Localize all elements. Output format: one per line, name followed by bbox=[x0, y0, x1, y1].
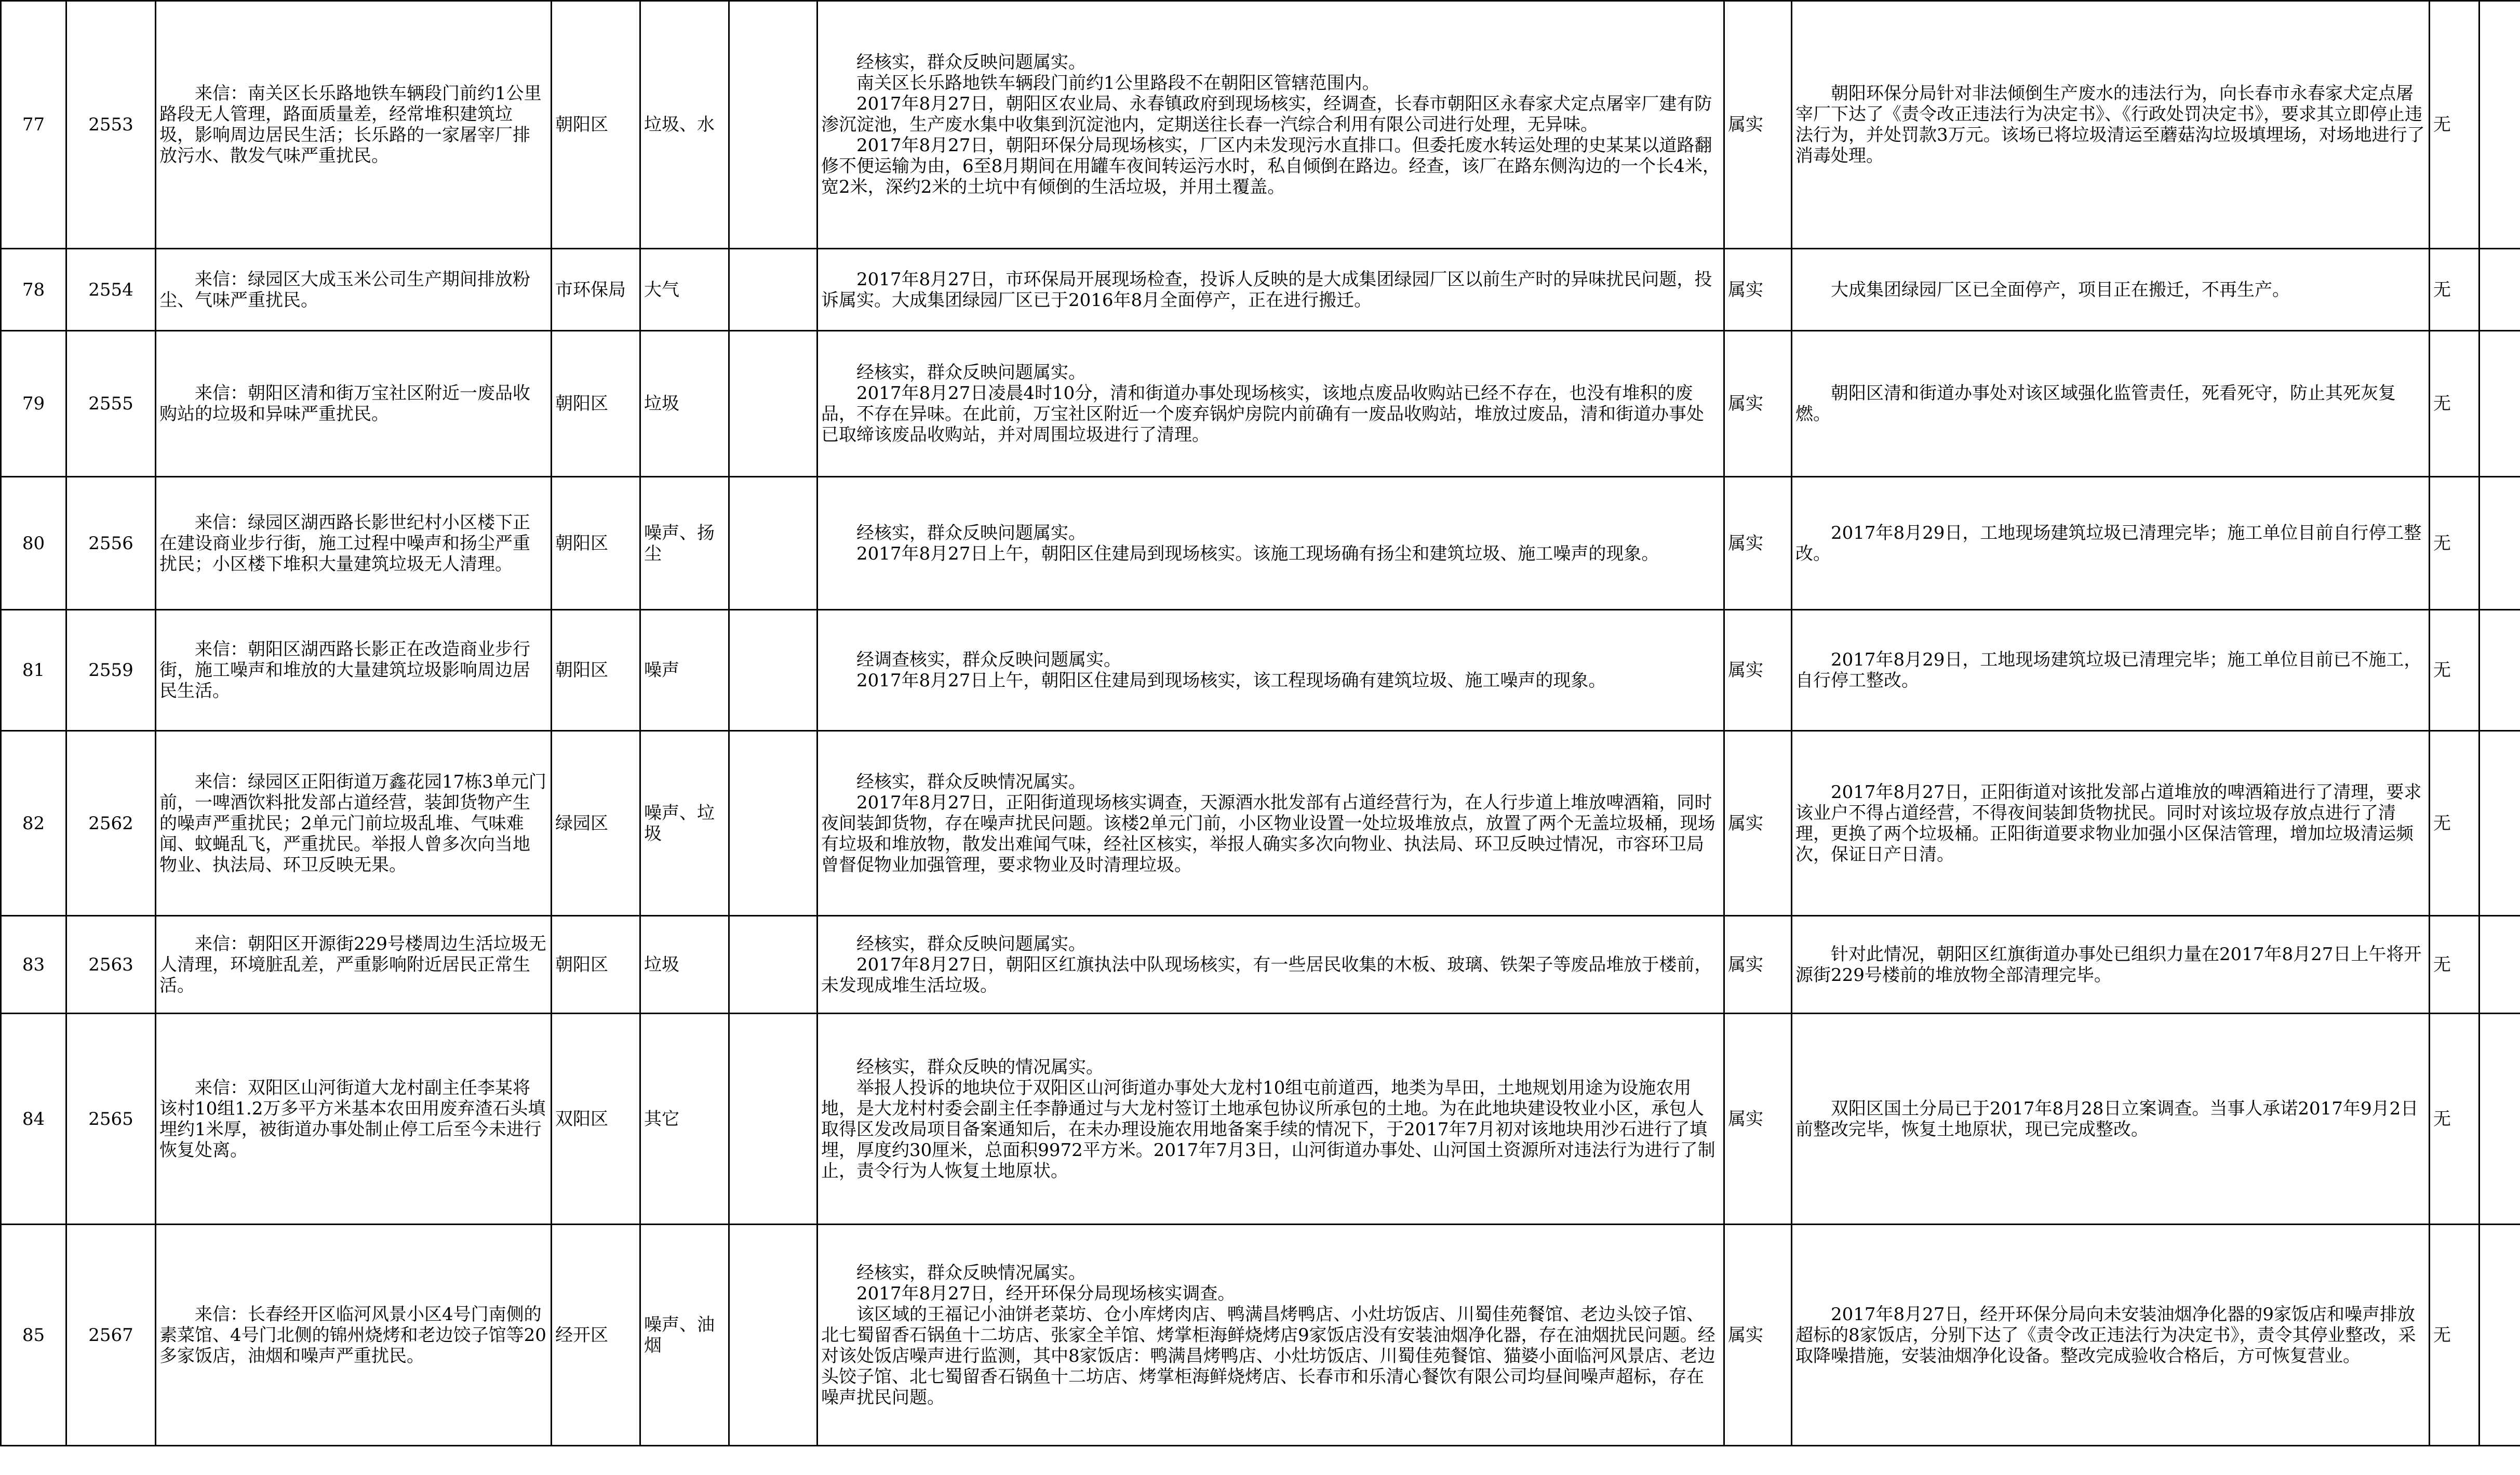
category-cell: 垃圾 bbox=[640, 916, 729, 1014]
finding-paragraph: 该区域的王福记小油饼老菜坊、仓小库烤肉店、鸭满昌烤鸭店、小灶坊饭店、川蜀佳苑餐馆、老边头饺子馆、北七蜀留香石锅鱼十二坊店、张家全羊馆、烤掌柜海鲜烧烤店9家饭店没有安装油烟净化器，存在油烟扰民问题。经对该处饭店噪声进行监测，其中8家饭店：鸭满昌烤鸭店、小灶坊饭店、川蜀佳苑餐馆、猫婆小面临河风景店、老边头饺子馆、北七蜀留香石锅鱼十二坊店、烤掌柜海鲜烧烤店、长春市和乐清心餐饮有限公司均昼间噪声超标，存在噪声扰民问题。 bbox=[821, 1304, 1715, 1408]
complaint-id-cell: 2553 bbox=[66, 1, 156, 249]
handling-cell bbox=[1792, 1014, 2430, 1225]
finding-paragraph: 经调查核实，群众反映问题属实。 bbox=[856, 649, 1121, 670]
accountability-cell: 无 bbox=[2430, 477, 2479, 610]
blank-cell bbox=[729, 731, 817, 916]
findings-cell bbox=[817, 1014, 1724, 1225]
category-cell: 噪声、垃圾 bbox=[640, 731, 729, 916]
complaint-id-cell: 2554 bbox=[66, 249, 156, 331]
verdict-cell: 属实 bbox=[1724, 249, 1792, 331]
table-row bbox=[1, 916, 2520, 1014]
verdict-cell: 属实 bbox=[1724, 1, 1792, 249]
remark-cell bbox=[2479, 610, 2520, 731]
row-index-cell: 84 bbox=[1, 1014, 66, 1225]
accountability-cell: 无 bbox=[2430, 1225, 2479, 1446]
row-index-cell: 79 bbox=[1, 331, 66, 477]
category-cell: 噪声 bbox=[640, 610, 729, 731]
finding-paragraph: 2017年8月27日，市环保局开展现场检查，投诉人反映的是大成集团绿园厂区以前生产时的异味扰民问题，投诉属实。大成集团绿园厂区已于2016年8月全面停产，正在进行搬迁。 bbox=[821, 269, 1712, 311]
complaint-content-cell bbox=[156, 1014, 552, 1225]
category-cell: 其它 bbox=[640, 1014, 729, 1225]
accountability-cell: 无 bbox=[2430, 249, 2479, 331]
handling-cell bbox=[1792, 1, 2430, 249]
complaint-text: 来信：绿园区正阳街道万鑫花园17栋3单元门前，一啤酒饮料批发部占道经营，装卸货物产生的噪声严重扰民；2单元门前垃圾乱堆、气味难闻、蚊蝇乱飞，严重扰民。举报人曾多次向当地物业、执法局、环卫反映无果。 bbox=[159, 771, 546, 875]
complaint-content-cell bbox=[156, 477, 552, 610]
table-row bbox=[1, 1225, 2520, 1446]
complaint-text: 来信：绿园区湖西路长影世纪村小区楼下正在建设商业步行街，施工过程中噪声和扬尘严重扰民；小区楼下堆积大量建筑垃圾无人清理。 bbox=[159, 512, 530, 575]
findings-cell bbox=[817, 610, 1724, 731]
finding-paragraph: 经核实，群众反映问题属实。 bbox=[856, 52, 1086, 73]
complaint-id-cell: 2563 bbox=[66, 916, 156, 1014]
district-cell: 双阳区 bbox=[552, 1014, 640, 1225]
remark-cell bbox=[2479, 331, 2520, 477]
district-cell: 绿园区 bbox=[552, 731, 640, 916]
findings-cell bbox=[817, 249, 1724, 331]
table-row bbox=[1, 1014, 2520, 1225]
category-cell: 大气 bbox=[640, 249, 729, 331]
handling-cell bbox=[1792, 477, 2430, 610]
handling-text: 针对此情况，朝阳区红旗街道办事处已组织力量在2017年8月27日上午将开源街229号楼前的堆放物全部清理完毕。 bbox=[1795, 944, 2422, 986]
handling-text: 双阳区国土分局已于2017年8月28日立案调查。当事人承诺2017年9月2日前整改完毕，恢复土地原状，现已完成整改。 bbox=[1795, 1098, 2419, 1140]
finding-paragraph: 2017年8月27日，朝阳环保分局现场核实，厂区内未发现污水直排口。但委托废水转运处理的史某某以道路翻修不便运输为由，6至8月期间在用罐车夜间转运污水时，私自倾倒在路边。经查，该厂在路东侧沟边的一个长4米，宽2米，深约2米的土坑中有倾倒的生活垃圾，并用土覆盖。 bbox=[821, 135, 1720, 197]
finding-paragraph: 经核实，群众反映情况属实。 bbox=[856, 771, 1086, 792]
verdict-cell: 属实 bbox=[1724, 1014, 1792, 1225]
findings-cell bbox=[817, 1225, 1724, 1446]
verdict-cell: 属实 bbox=[1724, 731, 1792, 916]
accountability-cell: 无 bbox=[2430, 1, 2479, 249]
finding-paragraph: 南关区长乐路地铁车辆段门前约1公里路段不在朝阳区管辖范围内。 bbox=[856, 73, 1380, 94]
district-cell: 经开区 bbox=[552, 1225, 640, 1446]
complaint-content-cell bbox=[156, 331, 552, 477]
blank-cell bbox=[729, 916, 817, 1014]
complaint-content-cell bbox=[156, 1225, 552, 1446]
row-index-cell: 85 bbox=[1, 1225, 66, 1446]
district-cell: 朝阳区 bbox=[552, 610, 640, 731]
handling-text: 2017年8月27日，经开环保分局向未安装油烟净化器的9家饭店和噪声排放超标的8家饭店，分别下达了《责令改正违法行为决定书》，责令其停业整改，采取降噪措施，安装油烟净化设备。整改完成验收合格后，方可恢复营业。 bbox=[1795, 1304, 2416, 1366]
handling-cell bbox=[1792, 249, 2430, 331]
finding-paragraph: 2017年8月27日，经开环保分局现场核实调查。 bbox=[856, 1283, 1236, 1304]
verdict-cell: 属实 bbox=[1724, 477, 1792, 610]
findings-cell bbox=[817, 916, 1724, 1014]
finding-paragraph: 经核实，群众反映的情况属实。 bbox=[856, 1056, 1104, 1078]
row-index-cell: 82 bbox=[1, 731, 66, 916]
row-index-cell: 78 bbox=[1, 249, 66, 331]
complaint-text: 来信：朝阳区清和街万宝社区附近一废品收购站的垃圾和异味严重扰民。 bbox=[159, 383, 530, 424]
complaint-content-cell bbox=[156, 731, 552, 916]
complaint-content-cell bbox=[156, 610, 552, 731]
finding-paragraph: 2017年8月27日，正阳街道现场核实调查，天源酒水批发部有占道经营行为，在人行步道上堆放啤酒箱，同时夜间装卸货物，存在噪声扰民问题。该楼2单元门前，小区物业设置一处垃圾堆放点，放置了两个无盖垃圾桶，现场有垃圾和堆放物，散发出难闻气味，经社区核实，举报人确实多次向物业、执法局、环卫反映过情况，市容环卫局曾督促物业加强管理，要求物业及时清理垃圾。 bbox=[821, 792, 1715, 875]
handling-text: 朝阳环保分局针对非法倾倒生产废水的违法行为，向长春市永春家犬定点屠宰厂下达了《责令改正违法行为决定书》、《行政处罚决定书》，要求其立即停止违法行为，并处罚款3万元。该场已将垃圾清运至蘑菇沟垃圾填埋场，对场地进行了消毒处理。 bbox=[1795, 83, 2425, 166]
handling-cell bbox=[1792, 1225, 2430, 1446]
complaint-id-cell: 2567 bbox=[66, 1225, 156, 1446]
handling-cell bbox=[1792, 610, 2430, 731]
remark-cell bbox=[2479, 1014, 2520, 1225]
row-index-cell: 83 bbox=[1, 916, 66, 1014]
handling-text: 2017年8月29日，工地现场建筑垃圾已清理完毕；施工单位目前已不施工，自行停工整改。 bbox=[1795, 649, 2422, 691]
finding-paragraph: 经核实，群众反映问题属实。 bbox=[856, 933, 1086, 954]
row-index-cell: 80 bbox=[1, 477, 66, 610]
accountability-cell: 无 bbox=[2430, 331, 2479, 477]
findings-cell bbox=[817, 331, 1724, 477]
handling-text: 大成集团绿园厂区已全面停产，项目正在搬迁，不再生产。 bbox=[1831, 279, 2290, 300]
complaint-id-cell: 2555 bbox=[66, 331, 156, 477]
complaint-content-cell bbox=[156, 1, 552, 249]
district-cell: 市环保局 bbox=[552, 249, 640, 331]
complaint-text: 来信：朝阳区开源街229号楼周边生活垃圾无人清理，环境脏乱差，严重影响附近居民正常生活。 bbox=[159, 933, 546, 996]
category-cell: 垃圾 bbox=[640, 331, 729, 477]
category-cell: 噪声、油烟 bbox=[640, 1225, 729, 1446]
remark-cell bbox=[2479, 731, 2520, 916]
finding-paragraph: 2017年8月27日上午，朝阳区住建局到现场核实，该工程现场确有建筑垃圾、施工噪声的现象。 bbox=[856, 670, 1606, 691]
blank-cell bbox=[729, 1225, 817, 1446]
verdict-cell: 属实 bbox=[1724, 331, 1792, 477]
remark-cell bbox=[2479, 916, 2520, 1014]
row-index-cell: 77 bbox=[1, 1, 66, 249]
handling-text: 2017年8月29日，工地现场建筑垃圾已清理完毕；施工单位目前自行停工整改。 bbox=[1795, 522, 2422, 564]
blank-cell bbox=[729, 249, 817, 331]
district-cell: 朝阳区 bbox=[552, 1, 640, 249]
findings-cell bbox=[817, 1, 1724, 249]
handling-text: 朝阳区清和街道办事处对该区域强化监管责任，死看死守，防止其死灰复燃。 bbox=[1795, 383, 2396, 424]
finding-paragraph: 举报人投诉的地块位于双阳区山河街道办事处大龙村10组屯前道西，地类为旱田，土地规划用途为设施农用地，是大龙村村委会副主任李静通过与大龙村签订土地承包协议所承包的土地。为在此地块建设牧业小区，承包人取得区发改局项目备案通知后，在未办理设施农用地备案手续的情况下，于2017年7月初对该地块用沙石进行了填埋，厚度约30厘米，总面积9972平方米。2017年7月3日，山河街道办事处、山河国土资源所对违法行为进行了制止，责令行为人恢复土地原状。 bbox=[821, 1077, 1715, 1181]
finding-paragraph: 2017年8月27日，朝阳区农业局、永春镇政府到现场核实，经调查，长春市朝阳区永春家犬定点屠宰厂建有防渗沉淀池，生产废水集中收集到沉淀池内，定期送往长春一汽综合利用有限公司进行处理，无异味。 bbox=[821, 94, 1712, 135]
category-cell: 噪声、扬尘 bbox=[640, 477, 729, 610]
table-row bbox=[1, 610, 2520, 731]
handling-cell bbox=[1792, 731, 2430, 916]
complaint-text: 来信：朝阳区湖西路长影正在改造商业步行街，施工噪声和堆放的大量建筑垃圾影响周边居民生活。 bbox=[159, 639, 530, 701]
finding-paragraph: 2017年8月27日凌晨4时10分，清和街道办事处现场核实，该地点废品收购站已经不存在，也没有堆积的废品，不存在异味。在此前，万宝社区附近一个废弃锅炉房院内前确有一废品收购站，堆放过废品，清和街道办事处已取缔该废品收购站，并对周围垃圾进行了清理。 bbox=[821, 383, 1704, 445]
remark-cell bbox=[2479, 1225, 2520, 1446]
table-row bbox=[1, 477, 2520, 610]
handling-text: 2017年8月27日，正阳街道对该批发部占道堆放的啤酒箱进行了清理，要求该业户不得占道经营，不得夜间装卸货物扰民。同时对该垃圾存放点进行了清理，更换了两个垃圾桶。正阳街道要求物业加强小区保洁管理，增加垃圾清运频次，保证日产日清。 bbox=[1795, 781, 2422, 865]
table-row bbox=[1, 1, 2520, 249]
accountability-cell: 无 bbox=[2430, 731, 2479, 916]
accountability-cell: 无 bbox=[2430, 610, 2479, 731]
complaint-text: 来信：南关区长乐路地铁车辆段门前约1公里路段无人管理，路面质量差，经常堆积建筑垃圾，影响周边居民生活；长乐路的一家屠宰厂排放污水、散发气味严重扰民。 bbox=[159, 83, 542, 166]
handling-cell bbox=[1792, 916, 2430, 1014]
handling-cell bbox=[1792, 331, 2430, 477]
complaint-id-cell: 2556 bbox=[66, 477, 156, 610]
table-row bbox=[1, 731, 2520, 916]
blank-cell bbox=[729, 1, 817, 249]
finding-paragraph: 经核实，群众反映问题属实。 bbox=[856, 362, 1086, 383]
accountability-cell: 无 bbox=[2430, 916, 2479, 1014]
table-row bbox=[1, 249, 2520, 331]
remark-cell bbox=[2479, 477, 2520, 610]
complaint-content-cell bbox=[156, 916, 552, 1014]
blank-cell bbox=[729, 331, 817, 477]
blank-cell bbox=[729, 610, 817, 731]
row-index-cell: 81 bbox=[1, 610, 66, 731]
blank-cell bbox=[729, 1014, 817, 1225]
finding-paragraph: 2017年8月27日上午，朝阳区住建局到现场核实。该施工现场确有扬尘和建筑垃圾、施工噪声的现象。 bbox=[856, 543, 1659, 564]
finding-paragraph: 经核实，群众反映情况属实。 bbox=[856, 1262, 1086, 1283]
category-cell: 垃圾、水 bbox=[640, 1, 729, 249]
district-cell: 朝阳区 bbox=[552, 331, 640, 477]
complaint-text: 来信：绿园区大成玉米公司生产期间排放粉尘、气味严重扰民。 bbox=[159, 269, 530, 311]
accountability-cell: 无 bbox=[2430, 1014, 2479, 1225]
verdict-cell: 属实 bbox=[1724, 610, 1792, 731]
complaint-text: 来信：双阳区山河街道大龙村副主任李某将该村10组1.2万多平方米基本农田用废弃渣石头填埋约1米厚，被街道办事处制止停工后至今未进行恢复处离。 bbox=[159, 1077, 546, 1161]
complaint-text: 来信：长春经开区临河风景小区4号门南侧的素菜馆、4号门北侧的锦州烧烤和老边饺子馆等20多家饭店，油烟和噪声严重扰民。 bbox=[159, 1304, 546, 1366]
finding-paragraph: 经核实，群众反映问题属实。 bbox=[856, 522, 1086, 543]
blank-cell bbox=[729, 477, 817, 610]
findings-cell bbox=[817, 477, 1724, 610]
complaint-id-cell: 2559 bbox=[66, 610, 156, 731]
remark-cell bbox=[2479, 1, 2520, 249]
district-cell: 朝阳区 bbox=[552, 916, 640, 1014]
table-row bbox=[1, 331, 2520, 477]
district-cell: 朝阳区 bbox=[552, 477, 640, 610]
verdict-cell: 属实 bbox=[1724, 916, 1792, 1014]
complaint-id-cell: 2565 bbox=[66, 1014, 156, 1225]
complaint-content-cell bbox=[156, 249, 552, 331]
complaint-id-cell: 2562 bbox=[66, 731, 156, 916]
verdict-cell: 属实 bbox=[1724, 1225, 1792, 1446]
findings-cell bbox=[817, 731, 1724, 916]
finding-paragraph: 2017年8月27日，朝阳区红旗执法中队现场核实，有一些居民收集的木板、玻璃、铁架子等废品堆放于楼前，未发现成堆生活垃圾。 bbox=[821, 954, 1712, 996]
remark-cell bbox=[2479, 249, 2520, 331]
